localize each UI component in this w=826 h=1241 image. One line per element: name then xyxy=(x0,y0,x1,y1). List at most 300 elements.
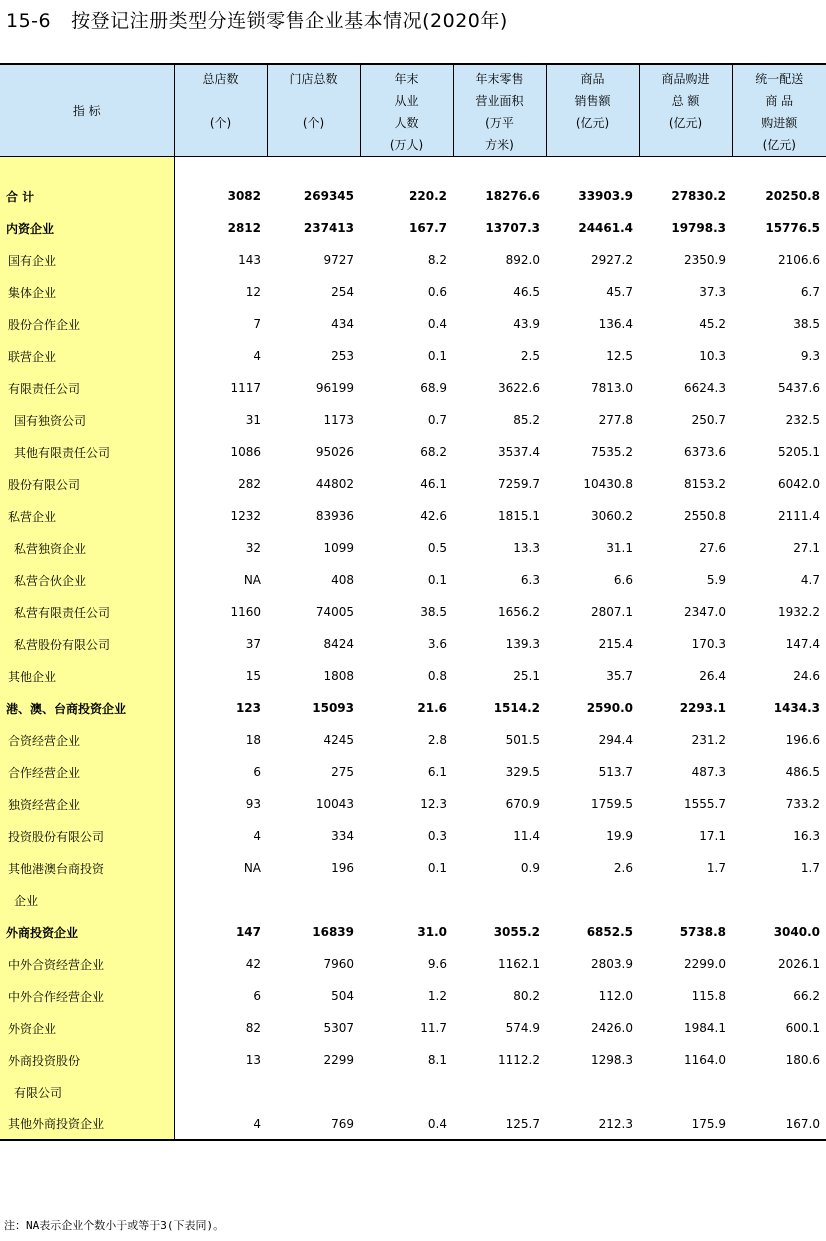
cell-value: 175.9 xyxy=(639,1108,732,1140)
cell-value: 5738.8 xyxy=(679,925,726,939)
column-header-line: 销售额 xyxy=(574,94,611,108)
cell-value: 13 xyxy=(245,1053,261,1067)
cell-value: 167.0 xyxy=(732,1108,826,1140)
cell-value: 12 xyxy=(245,285,261,299)
column-header xyxy=(267,64,360,157)
cell-value: 24.6 xyxy=(793,669,820,683)
cell-value: 1298.3 xyxy=(591,1053,633,1067)
column-header-line: (万人) xyxy=(389,138,424,152)
cell-value: 2803.9 xyxy=(591,957,633,971)
cell-value: 38.5 xyxy=(793,317,820,331)
cell-value: 13707.3 xyxy=(485,221,540,235)
cell-value: 2350.9 xyxy=(684,253,726,267)
table-number: 15-6 xyxy=(6,10,52,32)
column-header-line: 商 品 xyxy=(765,94,794,108)
cell-value: 294.4 xyxy=(598,733,633,747)
table-row xyxy=(0,500,826,532)
cell-value: 275 xyxy=(331,765,354,779)
cell-value: 17.1 xyxy=(699,829,726,843)
cell-value: 20250.8 xyxy=(765,189,820,203)
row-label: 外商投资企业 xyxy=(0,916,174,948)
cell-value: 2812 xyxy=(227,221,261,235)
cell-value: 600.1 xyxy=(785,1021,820,1035)
column-header xyxy=(639,64,732,157)
cell-value: 2.8 xyxy=(427,733,447,747)
cell-value: 1808 xyxy=(323,669,354,683)
row-label: 私营合伙企业 xyxy=(0,564,174,596)
column-header-line: (万平 xyxy=(485,116,514,130)
column-header-line: (亿元) xyxy=(668,116,703,130)
cell-value: 0.5 xyxy=(427,541,447,555)
cell-value: 6.7 xyxy=(800,285,820,299)
cell-value: 25.1 xyxy=(513,669,540,683)
cell-value: 670.9 xyxy=(505,797,540,811)
cell-value: 1160 xyxy=(230,605,261,619)
cell-value: 2807.1 xyxy=(591,605,633,619)
table-header-row xyxy=(0,64,826,157)
cell-value: 1.7 xyxy=(706,861,726,875)
cell-value: 83936 xyxy=(315,509,354,523)
cell-value: 21.6 xyxy=(417,701,447,715)
cell-value: NA xyxy=(243,573,261,587)
column-header-line: (亿元) xyxy=(575,116,610,130)
cell-value: 82 xyxy=(245,1021,261,1035)
cell-value: 0.9 xyxy=(520,861,540,875)
cell-value: 2026.1 xyxy=(778,957,820,971)
footnote: 注：NA表示企业个数小于或等于3(下表同)。 xyxy=(4,1219,225,1232)
cell-value: 24461.4 xyxy=(578,221,633,235)
cell-value: 769 xyxy=(267,1108,360,1140)
row-label: 股份合作企业 xyxy=(0,308,174,340)
cell-value: 232.5 xyxy=(785,413,820,427)
cell-value: 434 xyxy=(331,317,354,331)
table-row xyxy=(0,660,826,692)
row-label: 合资经营企业 xyxy=(0,724,174,756)
cell-value: 13.3 xyxy=(513,541,540,555)
column-header xyxy=(174,64,267,157)
cell-value: 7813.0 xyxy=(591,381,633,395)
cell-value: 8.2 xyxy=(427,253,447,267)
cell-value: 1232 xyxy=(230,509,261,523)
cell-value: 329.5 xyxy=(505,765,540,779)
cell-value: 1099 xyxy=(323,541,354,555)
row-label: 私营有限责任公司 xyxy=(0,596,174,628)
cell-value: 19798.3 xyxy=(671,221,726,235)
row-label: 国有企业 xyxy=(0,244,174,276)
cell-value: 18276.6 xyxy=(485,189,540,203)
cell-value: 139.3 xyxy=(505,637,540,651)
cell-value: 0.4 xyxy=(360,1108,453,1140)
column-header-line: 总 额 xyxy=(671,94,700,108)
table-row xyxy=(0,308,826,340)
cell-value: 6 xyxy=(253,765,261,779)
cell-value: 2590.0 xyxy=(586,701,633,715)
column-header-line: (个) xyxy=(302,116,325,130)
column-header-line: 商品购进 xyxy=(661,72,710,86)
cell-value: 44802 xyxy=(315,477,354,491)
column-header-line: (个) xyxy=(209,116,232,130)
cell-value: 574.9 xyxy=(505,1021,540,1035)
cell-value: 43.9 xyxy=(513,317,540,331)
cell-value: 487.3 xyxy=(691,765,726,779)
cell-value: 7 xyxy=(253,317,261,331)
cell-value: 125.7 xyxy=(453,1108,546,1140)
table-row xyxy=(0,724,826,756)
cell-value: 237413 xyxy=(303,221,354,235)
cell-value: 2550.8 xyxy=(684,509,726,523)
cell-value: 277.8 xyxy=(598,413,633,427)
cell-value: 15 xyxy=(245,669,261,683)
cell-value xyxy=(546,884,639,916)
cell-value: 1086 xyxy=(230,445,261,459)
cell-value: 15776.5 xyxy=(765,221,820,235)
cell-value: 3.6 xyxy=(427,637,447,651)
table-row xyxy=(0,276,826,308)
row-label: 外商投资股份 xyxy=(0,1044,174,1076)
table-row xyxy=(0,884,826,916)
cell-value: 6373.6 xyxy=(684,445,726,459)
cell-value: 68.2 xyxy=(420,445,447,459)
column-header-line xyxy=(268,90,360,112)
cell-value: 2927.2 xyxy=(591,253,633,267)
cell-value: 5437.6 xyxy=(778,381,820,395)
cell-value: 8153.2 xyxy=(684,477,726,491)
column-header xyxy=(732,64,826,157)
cell-value: 1932.2 xyxy=(778,605,820,619)
cell-value xyxy=(174,1076,267,1108)
table-row xyxy=(0,436,826,468)
cell-value: 2111.4 xyxy=(778,509,820,523)
column-header xyxy=(360,64,453,157)
cell-value: 45.7 xyxy=(606,285,633,299)
cell-value: 4 xyxy=(253,349,261,363)
cell-value xyxy=(639,884,732,916)
cell-value: 0.4 xyxy=(427,317,447,331)
table-row xyxy=(0,212,826,244)
cell-value: 66.2 xyxy=(793,989,820,1003)
table-row xyxy=(0,980,826,1012)
cell-value: 3622.6 xyxy=(498,381,540,395)
row-label: 集体企业 xyxy=(0,276,174,308)
cell-value xyxy=(360,1076,453,1108)
cell-value: 6852.5 xyxy=(586,925,633,939)
cell-value: 0.1 xyxy=(427,573,447,587)
cell-value: 513.7 xyxy=(598,765,633,779)
cell-value xyxy=(174,884,267,916)
row-label: 股份有限公司 xyxy=(0,468,174,500)
cell-value: 892.0 xyxy=(505,253,540,267)
cell-value: 2426.0 xyxy=(591,1021,633,1035)
column-header-line: 年末 xyxy=(394,72,419,86)
cell-value xyxy=(639,1076,732,1108)
table-row xyxy=(0,1076,826,1108)
cell-value: 9.3 xyxy=(800,349,820,363)
table-row xyxy=(0,628,826,660)
cell-value: 1.7 xyxy=(800,861,820,875)
row-label: 合 计 xyxy=(0,180,174,212)
row-label: 中外合资经营企业 xyxy=(0,948,174,980)
cell-value: 37 xyxy=(245,637,261,651)
row-label: 其他港澳台商投资 xyxy=(0,852,174,884)
cell-value: 486.5 xyxy=(785,765,820,779)
cell-value: 26.4 xyxy=(699,669,726,683)
cell-value: 46.5 xyxy=(513,285,540,299)
cell-value: 10430.8 xyxy=(583,477,633,491)
cell-value xyxy=(453,884,546,916)
cell-value: 136.4 xyxy=(598,317,633,331)
cell-value: 11.4 xyxy=(513,829,540,843)
cell-value: 3040.0 xyxy=(773,925,820,939)
cell-value: 196 xyxy=(331,861,354,875)
cell-value xyxy=(732,884,826,916)
table-row xyxy=(0,788,826,820)
cell-value xyxy=(360,884,453,916)
table-row xyxy=(0,820,826,852)
cell-value: 334 xyxy=(331,829,354,843)
cell-value: 2299 xyxy=(323,1053,354,1067)
cell-value: 254 xyxy=(331,285,354,299)
row-label: 港、澳、台商投资企业 xyxy=(0,692,174,724)
cell-value: 147 xyxy=(235,925,261,939)
cell-value: 45.2 xyxy=(699,317,726,331)
cell-value: 1514.2 xyxy=(493,701,540,715)
cell-value xyxy=(453,1076,546,1108)
table-title: 按登记注册类型分连锁零售企业基本情况(2020年) xyxy=(71,10,508,32)
cell-value: 115.8 xyxy=(691,989,726,1003)
row-label: 私营企业 xyxy=(0,500,174,532)
table-row xyxy=(0,692,826,724)
cell-value: 8.1 xyxy=(427,1053,447,1067)
cell-value: 1162.1 xyxy=(498,957,540,971)
cell-value: 38.5 xyxy=(420,605,447,619)
cell-value: 8424 xyxy=(323,637,354,651)
row-label: 外资企业 xyxy=(0,1012,174,1044)
cell-value: 42 xyxy=(245,957,261,971)
table-row xyxy=(0,852,826,884)
cell-value: 0.1 xyxy=(427,349,447,363)
cell-value: 16839 xyxy=(312,925,354,939)
cell-value: 3537.4 xyxy=(498,445,540,459)
column-header-line: 商品 xyxy=(580,72,605,86)
cell-value: 80.2 xyxy=(513,989,540,1003)
cell-value: 2299.0 xyxy=(684,957,726,971)
page-title xyxy=(6,6,508,33)
table-row xyxy=(0,372,826,404)
cell-value: 4 xyxy=(174,1108,267,1140)
cell-value: 7259.7 xyxy=(498,477,540,491)
cell-value: 95026 xyxy=(315,445,354,459)
cell-value: 10043 xyxy=(315,797,354,811)
spacer-row xyxy=(0,157,826,181)
cell-value: 2.6 xyxy=(613,861,633,875)
column-header xyxy=(453,64,546,157)
cell-value: 74005 xyxy=(315,605,354,619)
table-row xyxy=(0,340,826,372)
cell-value: 504 xyxy=(331,989,354,1003)
row-label: 有限责任公司 xyxy=(0,372,174,404)
cell-value: 170.3 xyxy=(691,637,726,651)
row-label: 私营股份有限公司 xyxy=(0,628,174,660)
cell-value: 282 xyxy=(238,477,261,491)
row-label: 企业 xyxy=(0,884,174,916)
row-label: 其他企业 xyxy=(0,660,174,692)
cell-value: 2.5 xyxy=(520,349,540,363)
cell-value: 12.3 xyxy=(420,797,447,811)
cell-value: 93 xyxy=(245,797,261,811)
cell-value: 46.1 xyxy=(420,477,447,491)
cell-value: 37.3 xyxy=(699,285,726,299)
table-row xyxy=(0,244,826,276)
row-label: 联营企业 xyxy=(0,340,174,372)
cell-value: 15093 xyxy=(312,701,354,715)
cell-value: 6 xyxy=(253,989,261,1003)
cell-value: 2347.0 xyxy=(684,605,726,619)
cell-value: 2293.1 xyxy=(679,701,726,715)
table-row xyxy=(0,916,826,948)
column-header-line: 年末零售 xyxy=(475,72,524,86)
row-label: 独资经营企业 xyxy=(0,788,174,820)
row-label: 中外合作经营企业 xyxy=(0,980,174,1012)
table-row xyxy=(0,1108,826,1140)
cell-value: 0.8 xyxy=(427,669,447,683)
cell-value: 1555.7 xyxy=(684,797,726,811)
table-row xyxy=(0,596,826,628)
cell-value: 1112.2 xyxy=(498,1053,540,1067)
table-row xyxy=(0,180,826,212)
data-table xyxy=(0,63,826,1141)
cell-value: 6.1 xyxy=(427,765,447,779)
cell-value xyxy=(732,1076,826,1108)
column-header-line xyxy=(175,90,267,112)
cell-value: 0.7 xyxy=(427,413,447,427)
cell-value: 10.3 xyxy=(699,349,726,363)
cell-value xyxy=(267,884,360,916)
cell-value: 733.2 xyxy=(785,797,820,811)
column-header-line: 门店总数 xyxy=(289,72,338,86)
cell-value: 9.6 xyxy=(427,957,447,971)
row-label: 投资股份有限公司 xyxy=(0,820,174,852)
cell-value: 1984.1 xyxy=(684,1021,726,1035)
cell-value: 180.6 xyxy=(785,1053,820,1067)
table-row xyxy=(0,532,826,564)
cell-value: 1759.5 xyxy=(591,797,633,811)
cell-value: 68.9 xyxy=(420,381,447,395)
column-header-line: (亿元) xyxy=(762,138,796,152)
cell-value: 6.3 xyxy=(520,573,540,587)
row-label: 私营独资企业 xyxy=(0,532,174,564)
cell-value: 42.6 xyxy=(420,509,447,523)
cell-value: 1656.2 xyxy=(498,605,540,619)
column-header-line: 人数 xyxy=(394,116,419,130)
cell-value: 269345 xyxy=(303,189,354,203)
row-label: 其他外商投资企业 xyxy=(0,1108,174,1140)
table-row xyxy=(0,468,826,500)
row-label: 有限公司 xyxy=(0,1076,174,1108)
cell-value: 6.6 xyxy=(613,573,633,587)
cell-value: 123 xyxy=(235,701,261,715)
row-label: 国有独资公司 xyxy=(0,404,174,436)
table-row xyxy=(0,756,826,788)
cell-value: 1164.0 xyxy=(684,1053,726,1067)
cell-value: 167.7 xyxy=(409,221,447,235)
cell-value: 6042.0 xyxy=(778,477,820,491)
cell-value: 4 xyxy=(253,829,261,843)
cell-value: 253 xyxy=(331,349,354,363)
cell-value: 27830.2 xyxy=(671,189,726,203)
column-header-line: 总店数 xyxy=(202,72,239,86)
cell-value: 31 xyxy=(245,413,261,427)
cell-value: 5205.1 xyxy=(778,445,820,459)
cell-value: 220.2 xyxy=(409,189,447,203)
cell-value: 3060.2 xyxy=(591,509,633,523)
row-label: 内资企业 xyxy=(0,212,174,244)
cell-value: 1434.3 xyxy=(773,701,820,715)
table-row xyxy=(0,1044,826,1076)
cell-value: 96199 xyxy=(315,381,354,395)
cell-value: 143 xyxy=(238,253,261,267)
column-header xyxy=(546,64,639,157)
cell-value: 35.7 xyxy=(606,669,633,683)
cell-value: NA xyxy=(243,861,261,875)
indicator-header: 指 标 xyxy=(0,64,174,157)
cell-value: 11.7 xyxy=(420,1021,447,1035)
table-body xyxy=(0,157,826,1141)
row-label: 合作经营企业 xyxy=(0,756,174,788)
cell-value: 5307 xyxy=(323,1021,354,1035)
cell-value: 4245 xyxy=(323,733,354,747)
cell-value: 3082 xyxy=(227,189,261,203)
cell-value: 33903.9 xyxy=(578,189,633,203)
cell-value xyxy=(267,1076,360,1108)
cell-value: 18 xyxy=(245,733,261,747)
cell-value xyxy=(546,1076,639,1108)
cell-value: 27.6 xyxy=(699,541,726,555)
table-row xyxy=(0,404,826,436)
cell-value: 27.1 xyxy=(793,541,820,555)
cell-value: 3055.2 xyxy=(493,925,540,939)
cell-value: 0.6 xyxy=(427,285,447,299)
cell-value: 112.0 xyxy=(598,989,633,1003)
cell-value: 19.9 xyxy=(606,829,633,843)
cell-value: 1173 xyxy=(323,413,354,427)
table-row xyxy=(0,948,826,980)
cell-value: 1815.1 xyxy=(498,509,540,523)
cell-value: 147.4 xyxy=(785,637,820,651)
table-row xyxy=(0,1012,826,1044)
column-header-line: 方米) xyxy=(485,138,514,152)
cell-value: 12.5 xyxy=(606,349,633,363)
cell-value: 31.1 xyxy=(606,541,633,555)
cell-value: 0.3 xyxy=(427,829,447,843)
cell-value: 7960 xyxy=(323,957,354,971)
cell-value: 408 xyxy=(331,573,354,587)
cell-value: 85.2 xyxy=(513,413,540,427)
cell-value: 1.2 xyxy=(427,989,447,1003)
cell-value: 7535.2 xyxy=(591,445,633,459)
cell-value: 1117 xyxy=(230,381,261,395)
cell-value: 16.3 xyxy=(793,829,820,843)
cell-value: 250.7 xyxy=(691,413,726,427)
cell-value: 31.0 xyxy=(417,925,447,939)
column-header-line: 购进额 xyxy=(761,116,798,130)
column-header-line: 营业面积 xyxy=(475,94,524,108)
cell-value: 2106.6 xyxy=(778,253,820,267)
cell-value: 196.6 xyxy=(785,733,820,747)
cell-value: 231.2 xyxy=(691,733,726,747)
cell-value: 6624.3 xyxy=(684,381,726,395)
column-header-line: 从业 xyxy=(394,94,419,108)
column-header-line: 统一配送 xyxy=(755,72,804,86)
